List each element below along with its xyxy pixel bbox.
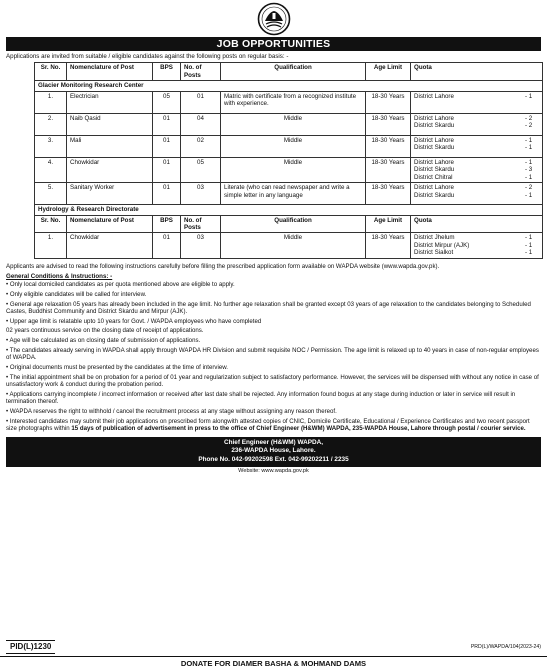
section1-body	[35, 81, 543, 205]
quota-line	[414, 93, 539, 100]
conditions-heading: General Conditions & Instructions: -	[6, 273, 113, 280]
cell-posts: 03	[181, 183, 221, 205]
quota-line	[414, 144, 539, 151]
cell-age: 18-30 Years	[366, 113, 411, 135]
cell-qualification: Middle	[221, 157, 366, 182]
condition-item: • Only local domiciled candidates as per quota mentioned above are eligible to apply.	[6, 281, 235, 289]
col-header-age: Age Limit	[366, 215, 411, 233]
cell-posts: 05	[181, 157, 221, 182]
section-heading-row	[35, 205, 543, 215]
condition-item: • Upper age limit is relatable upto 10 years for Govt. / WAPDA employees who have completed	[6, 317, 262, 325]
col-header-posts: No. of Posts	[181, 215, 221, 233]
footer-phone: Phone No. 042-99202598 Ext. 042-99202211 / 2235	[198, 456, 349, 464]
condition-item: • General age relaxation 05 years has already been included in the age limit. No further age relaxation shall be granted except 03 years of age relaxation to the candidates belonging to Scheduled Castes, Buddhist Community and District Skardu and Mirpur (AJK).	[6, 300, 531, 316]
cell-age: 18-30 Years	[366, 91, 411, 113]
cell-sr: 4.	[35, 157, 67, 182]
col-header-bps: BPS	[153, 215, 181, 233]
cell-qualification: Middle	[221, 135, 366, 157]
col-header-posts: No. of Posts	[181, 63, 221, 81]
table-row	[35, 183, 543, 205]
footer-website: Website: www.wapda.gov.pk	[238, 467, 309, 474]
cell-age: 18-30 Years	[366, 233, 411, 258]
quota-line	[414, 234, 539, 241]
cell-quota	[411, 183, 543, 205]
quota-count: - 3	[525, 166, 533, 174]
cell-post: Electrician	[67, 91, 153, 113]
condition-item: 02 years continuous service on the closing date of receipt of applications.	[6, 327, 204, 335]
cell-qualification: Middle	[221, 113, 366, 135]
col-header-qualification: Qualification	[221, 63, 366, 81]
donate-banner: DONATE FOR DIAMER BASHA & MOHMAND DAMS	[0, 656, 547, 668]
cell-bps: 01	[153, 157, 181, 182]
condition-item: • The candidates already serving in WAPDA shall apply through WAPDA HR Division and submit requisite NOC / Permission. The age limit is relaxed up to 40 years in case of non-regular employees of WAPDA.	[6, 346, 539, 362]
quota-count: - 2	[525, 114, 533, 122]
cell-posts: 03	[181, 233, 221, 258]
cell-quota	[411, 135, 543, 157]
quota-count: - 1	[525, 92, 533, 100]
cell-bps: 01	[153, 135, 181, 157]
quota-line	[414, 166, 539, 173]
quota-count: - 1	[525, 144, 533, 152]
condition-last-bold: 15 days of publication of advertisement in press to the office of Chief Engineer (H&WM) WAPDA, 235-WAPDA House, Lahore through postal / courier service.	[71, 425, 526, 433]
section2-title: Hydrology & Research Directorate	[35, 205, 543, 215]
pid-code: PID(L)1230	[6, 640, 55, 654]
cell-sr: 1.	[35, 91, 67, 113]
quota-count: - 2	[525, 184, 533, 192]
quota-district: District Lahore	[414, 114, 454, 122]
table-header-row	[35, 63, 543, 81]
footer-line-2: 236-WAPDA House, Lahore.	[231, 447, 316, 455]
jobs-table	[34, 62, 543, 258]
cell-post: Chowkidar	[67, 157, 153, 182]
quota-district: District Skardu	[414, 191, 455, 199]
quota-line	[414, 115, 539, 122]
cell-sr: 2.	[35, 113, 67, 135]
quota-district: District Mirpur (AJK)	[414, 241, 470, 249]
cell-age: 18-30 Years	[366, 183, 411, 205]
quota-count: - 1	[525, 191, 533, 199]
quota-line	[414, 242, 539, 249]
col-header-bps: BPS	[153, 63, 181, 81]
quota-count: - 1	[525, 241, 533, 249]
advise-text: Applicants are advised to read the following instructions carefully before filling the prescribed application form available on WAPDA website (www.wapda.gov.pk).	[6, 262, 440, 270]
table-header-row	[35, 215, 543, 233]
condition-item: • Applications carrying incomplete / incorrect information or received after last date shall be rejected. Any information found bogus at any stage during induction or later in service will result in termination thereof.	[6, 390, 516, 406]
cell-bps: 01	[153, 113, 181, 135]
quota-line	[414, 249, 539, 256]
col-header-sr: Sr. No.	[35, 63, 67, 81]
cell-posts: 01	[181, 91, 221, 113]
col-header-quota: Quota	[411, 63, 543, 81]
cell-quota	[411, 233, 543, 258]
section2-header	[35, 205, 543, 233]
prd-code: PRD(L)/WAPDA/104(2023-24)	[470, 643, 541, 650]
condition-last-text: • Interested candidates may submit their job applications on prescribed form alongwith attested copies of CNIC, Domicile Certificate, Educational / Experience Certificates and two recent passport size photographs within	[6, 417, 530, 433]
quota-count: - 1	[525, 158, 533, 166]
quota-count: - 1	[525, 234, 533, 242]
intro-text: Applications are invited from suitable / eligible candidates against the following posts on regular basis: -	[6, 53, 289, 60]
col-header-qualification: Qualification	[221, 215, 366, 233]
page-title: JOB OPPORTUNITIES	[6, 37, 541, 51]
condition-last	[6, 418, 541, 433]
condition-item: • The initial appointment shall be on probation for a period of 01 year and regularization subject to satisfactory performance. However, the services will be dispensed with without any notice in case of unsatisfactory work & conduct during the probation period.	[6, 373, 539, 389]
cell-post: Mali	[67, 135, 153, 157]
quota-district: District Skardu	[414, 166, 455, 174]
quota-district: District Lahore	[414, 184, 454, 192]
col-header-post: Nomenclature of Post	[67, 215, 153, 233]
section1-title: Glacier Monitoring Research Center	[35, 81, 543, 91]
condition-item: • WAPDA reserves the right to withhold / cancel the recruitment process at any stage without assigning any reason thereof.	[6, 407, 337, 415]
quota-line	[414, 174, 539, 181]
quota-district: District Skardu	[414, 122, 455, 130]
quota-district: District Lahore	[414, 92, 454, 100]
bottom-bar	[6, 640, 541, 654]
conditions-list	[6, 281, 541, 415]
cell-age: 18-30 Years	[366, 157, 411, 182]
cell-quota	[411, 157, 543, 182]
quota-line	[414, 137, 539, 144]
cell-post: Chowkidar	[67, 233, 153, 258]
table-row	[35, 157, 543, 182]
cell-posts: 02	[181, 135, 221, 157]
cell-bps: 01	[153, 183, 181, 205]
cell-sr: 5.	[35, 183, 67, 205]
wapda-logo-icon	[257, 2, 291, 36]
cell-bps: 01	[153, 233, 181, 258]
quota-district: District Skardu	[414, 144, 455, 152]
cell-qualification: Literate (who can read newspaper and write a simple letter in any language	[221, 183, 366, 205]
cell-quota	[411, 113, 543, 135]
col-header-post: Nomenclature of Post	[67, 63, 153, 81]
quota-district: District Lahore	[414, 136, 454, 144]
table-row	[35, 91, 543, 113]
col-header-sr: Sr. No.	[35, 215, 67, 233]
cell-bps: 05	[153, 91, 181, 113]
cell-post: Sanitary Worker	[67, 183, 153, 205]
quota-line	[414, 192, 539, 199]
table-row	[35, 233, 543, 258]
cell-quota	[411, 91, 543, 113]
condition-item: • Original documents must be presented by the candidates at the time of interview.	[6, 363, 228, 371]
cell-qualification: Matric with certificate from a recognized institute with experience.	[221, 91, 366, 113]
table-row	[35, 135, 543, 157]
condition-item: • Only eligible candidates will be called for interview.	[6, 291, 147, 299]
cell-post: Naib Qasid	[67, 113, 153, 135]
quota-district: District Lahore	[414, 158, 454, 166]
quota-district: District Sialkot	[414, 249, 454, 257]
col-header-age: Age Limit	[366, 63, 411, 81]
footer-address-block	[6, 437, 541, 467]
quota-district: District Jhelum	[414, 234, 455, 242]
quota-line	[414, 184, 539, 191]
quota-count: - 2	[525, 122, 533, 130]
cell-sr: 1.	[35, 233, 67, 258]
footer-line-1: Chief Engineer (H&WM) WAPDA,	[223, 438, 324, 446]
cell-qualification: Middle	[221, 233, 366, 258]
quota-district: District Chitral	[414, 173, 453, 181]
footer-contact	[6, 437, 541, 476]
section2-body	[35, 233, 543, 258]
cell-sr: 3.	[35, 135, 67, 157]
quota-line	[414, 159, 539, 166]
section-heading-row	[35, 81, 543, 91]
cell-posts: 04	[181, 113, 221, 135]
condition-item: • Age will be calculated as on closing date of submission of applications.	[6, 337, 201, 345]
quota-count: - 1	[525, 249, 533, 257]
col-header-quota: Quota	[411, 215, 543, 233]
quota-count: - 1	[525, 173, 533, 181]
cell-age: 18-30 Years	[366, 135, 411, 157]
quota-count: - 1	[525, 136, 533, 144]
table-row	[35, 113, 543, 135]
quota-line	[414, 122, 539, 129]
